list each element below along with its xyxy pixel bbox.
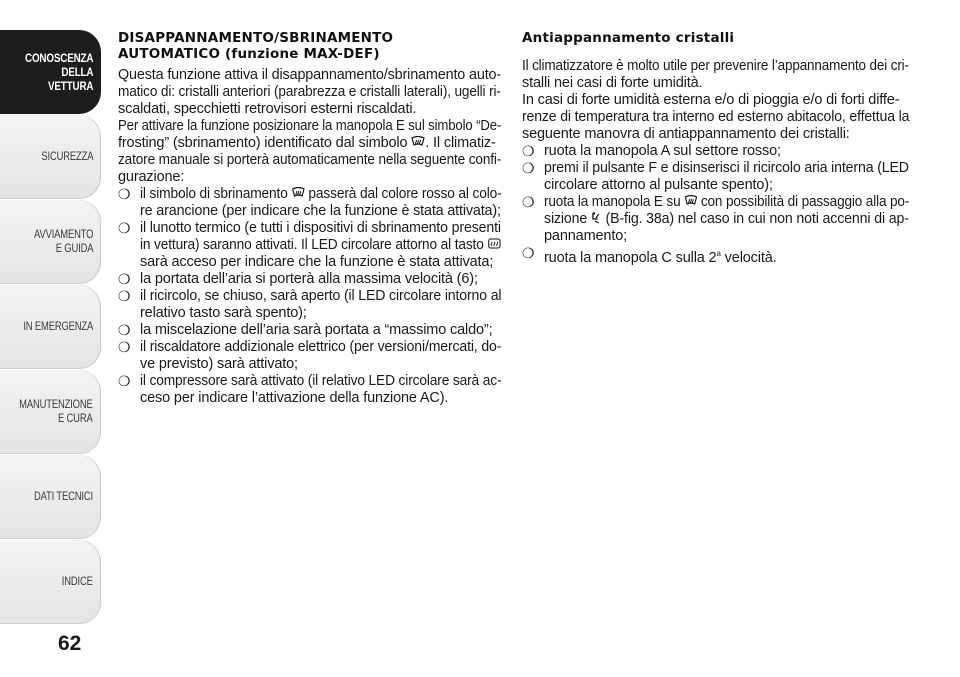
list-item: ❍ il compressore sarà attivato (il relativo LED circolare sarà ac- ceso per indicare l’attivazione della funzione AC). [118,373,502,406]
tab-indice[interactable]: INDICE [0,540,101,624]
list-item: ❍ il riscaldatore addizionale elettrico (per versioni/mercati, do- ve previsto) sarà attivato; [118,339,502,372]
tab-sicurezza[interactable]: SICUREZZA [0,115,101,199]
intro-paragraph: Questa funzione attiva il disappannamento/sbrinamento auto- matico di: cristalli anteriori (parabrezza e cristalli laterali), ugelli ri- scaldati, specchietti retrovisori esterni riscaldati. Per attivare la funzione posizionare la manopola E sul simbolo “De- frosting” (sbrinamento) identificato dal simbolo . Il climatiz- zatore manuale si porterà automaticamente nella seguente confi- gurazione: [118,67,502,185]
list-item: ❍ ruota la manopola E su con possibilità di passaggio alla po- sizione (B-fig. 38a) nel caso in cui non noti accenni di ap- pannamento; [522,194,910,244]
list-item: ❍ la portata dell’aria si porterà alla massima velocità (6); [118,271,478,287]
tab-conoscenza-della-vettura[interactable]: CONOSCENZA DELLA VETTURA [0,30,101,114]
rear-window-defrost-icon [487,238,500,250]
defrost-windshield-icon [684,195,697,207]
list-item: ❍ la miscelazione dell’aria sarà portata a “massimo caldo”; [118,322,493,338]
section-title-max-def: DISAPPANNAMENTO/SBRINAMENTO AUTOMATICO (funzione MAX-DEF) [118,30,394,62]
list-item: ❍ ruota la manopola C sulla 2$^a$ velocità. [522,245,777,266]
tab-dati-tecnici[interactable]: DATI TECNICI [0,455,101,539]
right-column [522,30,909,267]
list-item: ❍ il lunotto termico (e tutti i dispositivi di sbrinamento presenti in vettura) saranno attivati. Il LED circolare attorno al tasto sarà acceso per indicare che la funzione è stata attivata; [118,220,501,270]
list-item: ❍ ruota la manopola A sul settore rosso; [522,143,781,159]
defrost-windshield-icon [411,136,425,148]
section-title-antiappannamento: Antiappannamento cristalli [522,30,735,46]
tab-avviamento-e-guida[interactable]: AVVIAMENTO E GUIDA [0,200,101,284]
list-item: ❍ il ricircolo, se chiuso, sarà aperto (il LED circolare intorno al relativo tasto sarà spento); [118,288,502,321]
defrost-windshield-icon [291,187,304,199]
airflow-feet-windshield-icon [591,212,602,224]
tab-manutenzione-e-cura[interactable]: MANUTENZIONE E CURA [0,370,101,454]
list-item: ❍ il simbolo di sbrinamento passerà dal colore rosso al colo- re arancione (per indicare che la funzione è stata attivata); [118,186,502,219]
page-number: 62 [58,632,82,655]
anti-fog-paragraph: Il climatizzatore è molto utile per prevenire l’appannamento dei cri- stalli nei casi di forte umidità. In casi di forte umidità esterna e/o di pioggia e/o di forti diffe- renze di temperatura tra interno ed esterno abitacolo, effettua la seguente manovra di antiappannamento dei cristalli: [522,58,910,142]
list-item: ❍ premi il pulsante F e disinserisci il ricircolo aria interna (LED circolare attorno al pulsante spento); [522,160,909,193]
tab-in-emergenza[interactable]: IN EMERGENZA [0,285,101,369]
left-column [118,30,501,407]
